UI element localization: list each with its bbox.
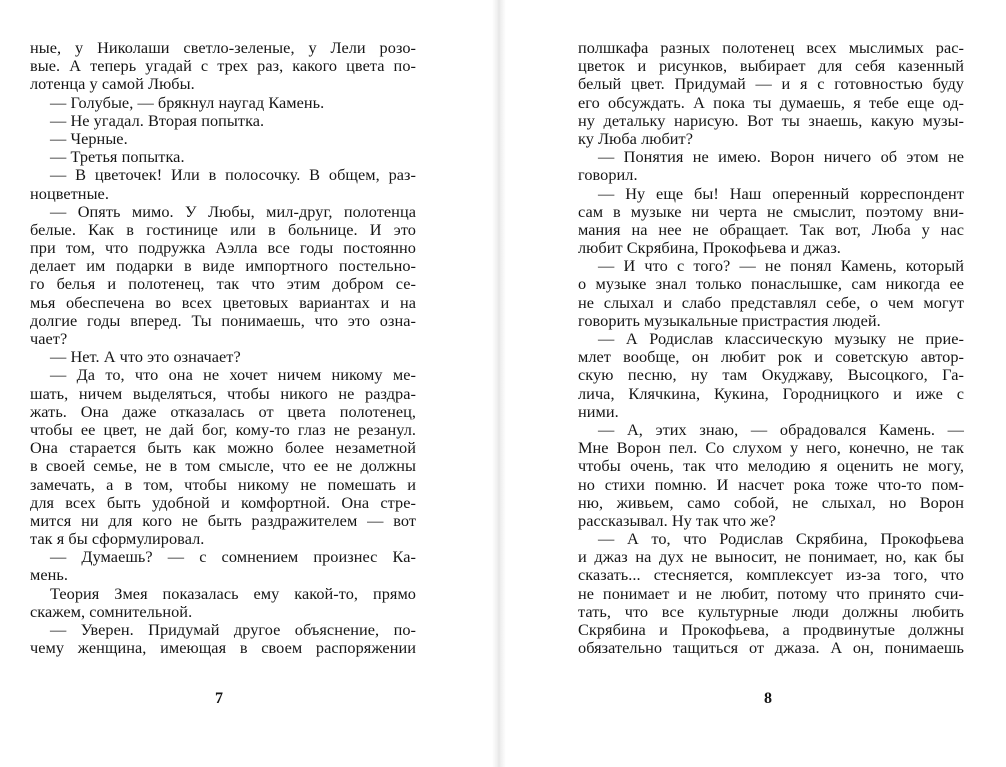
text-line: — Не угадал. Вторая попытка. xyxy=(50,110,265,130)
text-line: белый цвет. Придумай — и я с готовностью буду xyxy=(578,74,964,94)
text-line: сам в музыке ни черта не смыслит, поэтому вни- xyxy=(578,201,964,221)
text-line: жать. Она даже отказалась от цвета полотенец, xyxy=(30,401,416,421)
text-line: полшкафа разных полотенец всех мыслимых рас- xyxy=(578,38,964,57)
text-line: рассказывал. Ну так что же? xyxy=(578,510,776,530)
text-line: говорить музыкальные пристрастия людей. xyxy=(578,310,881,330)
text-line: и джаз на дух не выносит, не понимает, но, как бы xyxy=(578,547,964,567)
text-line: — Черные. xyxy=(50,128,128,148)
text-line: ними. xyxy=(578,401,619,421)
text-line: но стихи помню. И насчет рока тоже что-то пом- xyxy=(578,474,964,494)
text-line: говорил. xyxy=(578,165,638,185)
text-line: ку Люба любит? xyxy=(578,128,694,148)
left-page-number: 7 xyxy=(215,690,223,707)
text-line: не слыхал и слабо представлял себе, о чем могут xyxy=(578,292,964,312)
text-line: мится ни для кого не быть раздражителем — вот xyxy=(30,510,416,530)
text-line: — А Родислав классическую музыку не прие- xyxy=(598,329,964,348)
text-line: — В цветочек! Или в полосочку. В общем, раз- xyxy=(50,165,416,185)
text-line: — Нет. А что это означает? xyxy=(50,347,241,367)
text-line: — Понятия не имею. Ворон ничего об этом не xyxy=(598,147,964,167)
text-line: цветок и рисунков, выбирает для себя казенный xyxy=(578,56,964,76)
text-line: чает? xyxy=(30,329,68,348)
text-line: вые. А теперь угадай с трех раз, какого цвета по- xyxy=(30,56,416,76)
text-line: — И что с того? — не понял Камень, который xyxy=(598,256,964,276)
text-line: — Да то, что она не хочет ничем никому ме- xyxy=(50,365,416,385)
text-line: ню, живьем, само собой, не слыхал, но Ворон xyxy=(578,492,964,512)
text-line: — А, этих знаю, — обрадовался Камень. — xyxy=(598,419,964,439)
text-line: го белья и полотенец, так что этим добром се- xyxy=(30,274,416,294)
text-line: лича, Клячкина, Кукина, Городницкого и иже с xyxy=(578,383,964,403)
text-line: — Думаешь? — с сомнением произнес Ка- xyxy=(50,547,416,567)
text-line: шать, ничем выделяться, чтобы никого не раздра- xyxy=(30,383,416,403)
text-line: для всех быть удобной и комфортной. Она стре- xyxy=(30,492,416,512)
text-line: так я бы сформулировал. xyxy=(30,529,205,549)
text-line: Мне Ворон пел. Со слухом у него, конечно, не так xyxy=(578,438,964,458)
text-line: ные, у Николаши светло-зеленые, у Лели розо- xyxy=(30,38,416,57)
right-page-text xyxy=(578,39,964,657)
text-line: — Третья попытка. xyxy=(50,147,185,167)
text-line: скую песню, ну там Окуджаву, Высоцкого, Га- xyxy=(578,365,964,385)
text-line: мья обеспечена во всех цветовых вариантах и на xyxy=(30,292,416,312)
text-line: млет вообще, он любит рок и советскую автор- xyxy=(578,347,964,367)
text-line: замечать, а в том, чтобы никому не помешать и xyxy=(30,474,416,494)
text-line: лотенца у самой Любы. xyxy=(30,74,195,94)
text-line: любит Скрябина, Прокофьева и джаз. xyxy=(578,238,841,258)
right-page-number: 8 xyxy=(764,690,772,707)
text-line: — Опять мимо. У Любы, мил-друг, полотенца xyxy=(50,201,416,221)
text-line: о музыке знал только понаслышке, сам никогда ее xyxy=(578,274,964,294)
text-line: тать, что все культурные люди должны любить xyxy=(578,601,964,621)
text-line: в своей семье, не в том смысле, что ее не должны xyxy=(30,456,416,476)
text-line: ну детальку нарисую. Вот ты знаешь, какую музы- xyxy=(578,110,964,130)
text-line: скажем, сомнительной. xyxy=(30,601,193,621)
text-line: его обсуждать. А пока ты думаешь, я тебе еще од- xyxy=(578,92,964,112)
text-line: — Уверен. Придумай другое объяснение, по- xyxy=(50,620,416,639)
text-line: долгие годы вперед. Ты понимаешь, что это озна- xyxy=(30,310,416,330)
text-line: — А то, что Родислав Скрябина, Прокофьева xyxy=(598,529,964,549)
text-line: — Ну еще бы! Наш оперенный корреспондент xyxy=(598,183,964,203)
text-line: Скрябина и Прокофьева, а продвинутые должны xyxy=(578,620,964,639)
text-line: ноцветные. xyxy=(30,183,109,203)
text-line: сказать... стесняется, комплексует из-за того, что xyxy=(578,565,964,585)
text-line: не понимает и не любит, потому что принято счи- xyxy=(578,583,964,603)
text-line: Она старается быть как можно более незаметной xyxy=(30,438,416,458)
text-line: белые. Как в гостинице или в больнице. И это xyxy=(30,219,416,239)
text-line: чему женщина, имеющая в своем распоряжении xyxy=(30,638,416,658)
text-line: чтобы очень, так что мелодию я оценить не могу, xyxy=(578,456,964,476)
text-line: обязательно тащиться от джаза. А он, понимаешь xyxy=(578,638,964,658)
text-line: Теория Змея показалась ему какой-то, прямо xyxy=(50,583,416,603)
text-line: чтобы ее цвет, не дай бог, кому-то глаз не резанул. xyxy=(30,419,416,439)
text-line: делает им подарки в виде импортного постельно- xyxy=(30,256,416,276)
book-gutter xyxy=(492,0,506,767)
text-line: мень. xyxy=(30,565,68,585)
left-page-text xyxy=(30,39,416,657)
text-line: мания на нее не обращает. Так вот, Люба у нас xyxy=(578,219,964,239)
text-line: — Голубые, — брякнул наугад Камень. xyxy=(50,92,325,112)
text-line: при том, что подружка Аэлла все годы постоянно xyxy=(30,238,416,258)
